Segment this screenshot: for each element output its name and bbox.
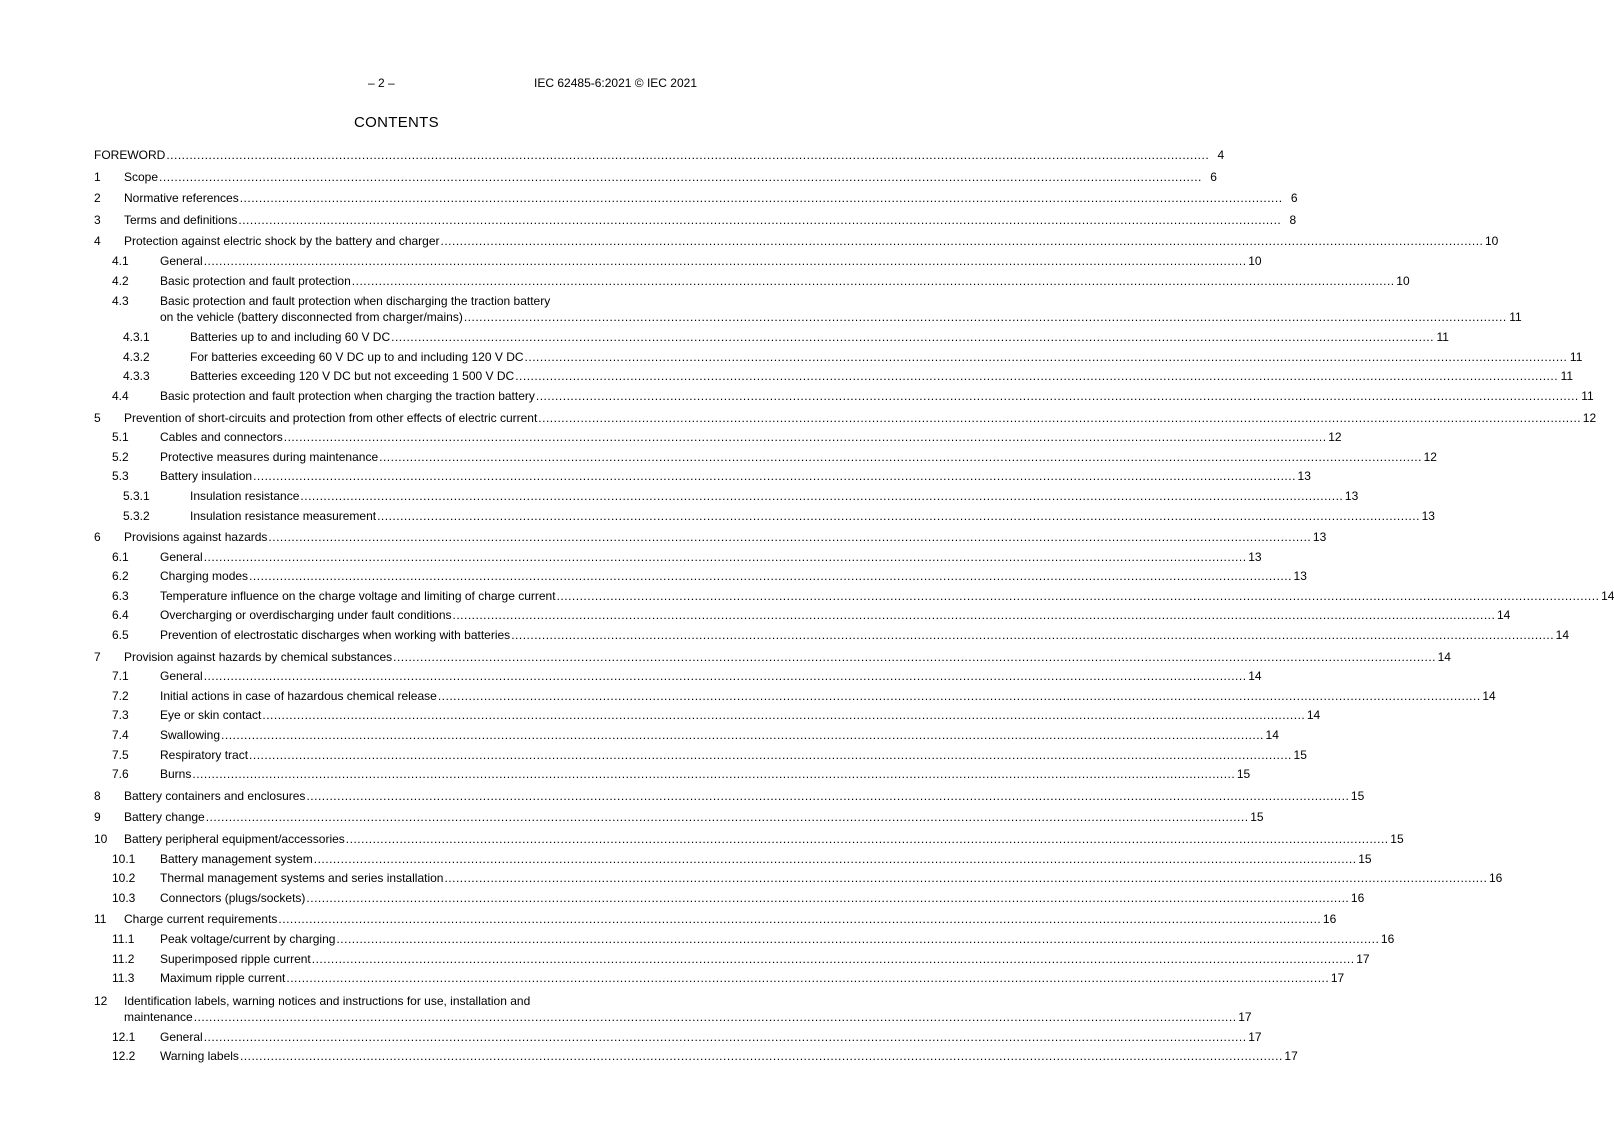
toc-entry-title: Battery change bbox=[124, 810, 205, 825]
toc-entry-title: General bbox=[160, 669, 203, 684]
toc-entry-page: 13 bbox=[1297, 469, 1311, 484]
toc-entry-number: 4.2 bbox=[112, 273, 129, 288]
toc-entry[interactable] bbox=[94, 889, 1365, 909]
toc-entry-number: 4.3.1 bbox=[123, 330, 150, 345]
toc-entry[interactable] bbox=[94, 1028, 1262, 1048]
dot-leader bbox=[262, 706, 1305, 726]
toc-entry[interactable] bbox=[94, 428, 1342, 448]
toc-entry-page: 10 bbox=[1248, 253, 1262, 268]
toc-entry-title: Swallowing bbox=[160, 728, 221, 743]
toc-entry[interactable] bbox=[94, 850, 1372, 870]
toc-entry-number: 2 bbox=[94, 191, 101, 206]
toc-entry-number: 4.3 bbox=[112, 294, 129, 309]
toc-entry-title: Charge current requirements bbox=[124, 912, 278, 927]
toc-entry-page: 17 bbox=[1356, 951, 1370, 966]
dot-leader bbox=[192, 765, 1235, 785]
dot-leader bbox=[194, 1009, 1237, 1025]
toc-entry-page: 13 bbox=[1421, 508, 1435, 523]
toc-entry-page: 15 bbox=[1350, 788, 1365, 803]
toc-entry-page: 10 bbox=[1396, 273, 1410, 288]
toc-entry-page: 13 bbox=[1344, 488, 1359, 503]
toc-entry-number: 11.1 bbox=[112, 931, 135, 946]
toc-entry-title: Eye or skin contact bbox=[160, 708, 262, 723]
toc-entry-number: 4.1 bbox=[112, 253, 129, 268]
toc-entry[interactable] bbox=[94, 969, 1345, 989]
toc-entry[interactable] bbox=[94, 808, 1264, 828]
toc-entry-page: 11 bbox=[1569, 349, 1583, 364]
toc-entry-title: Maximum ripple current bbox=[160, 971, 286, 986]
toc-entry[interactable] bbox=[94, 667, 1262, 687]
toc-entry-title: FOREWORD bbox=[94, 148, 166, 162]
toc-entry[interactable] bbox=[94, 507, 1435, 527]
toc-entry[interactable] bbox=[94, 567, 1307, 587]
dot-leader bbox=[204, 548, 1247, 568]
toc-entry-page: 11 bbox=[1560, 369, 1574, 384]
toc-entry-number: 7.1 bbox=[112, 669, 129, 684]
page-header-number: – 2 – bbox=[368, 76, 395, 90]
toc-entry-number: 7.5 bbox=[112, 747, 129, 762]
dot-leader bbox=[538, 409, 1581, 429]
toc-entry[interactable] bbox=[94, 787, 1365, 807]
toc-entry-title: Provision against hazards by chemical substances bbox=[124, 649, 393, 664]
toc-entry-title: Battery insulation bbox=[160, 469, 253, 484]
toc-entry-page: 17 bbox=[1238, 1009, 1252, 1024]
toc-entry-page: 13 bbox=[1248, 549, 1262, 564]
toc-entry-number: 6.3 bbox=[112, 588, 129, 603]
toc-entry-page: 14 bbox=[1306, 708, 1321, 723]
toc-entry-number: 5.3 bbox=[112, 469, 129, 484]
toc-entry-title: Prevention of short-circuits and protection from other effects of electric current bbox=[124, 410, 538, 425]
toc-entry[interactable] bbox=[94, 348, 1583, 368]
toc-entry-number: 10.1 bbox=[112, 851, 136, 866]
toc-entry[interactable] bbox=[94, 869, 1503, 889]
toc-entry[interactable] bbox=[94, 146, 1225, 166]
toc-entry-title: Batteries up to and including 60 V DC bbox=[190, 330, 391, 345]
toc-entry-page: 15 bbox=[1293, 747, 1307, 762]
toc-entry-page: 16 bbox=[1380, 931, 1395, 946]
toc-entry-number: 11.3 bbox=[112, 971, 135, 986]
toc-entry-number: 12.1 bbox=[112, 1029, 136, 1044]
dot-leader bbox=[204, 1028, 1247, 1048]
toc-entry-page: 6 bbox=[1210, 169, 1217, 184]
dot-leader bbox=[336, 930, 1379, 950]
toc-entry-page: 14 bbox=[1437, 649, 1451, 664]
toc-entry-number: 3 bbox=[94, 212, 101, 227]
dot-leader bbox=[204, 667, 1247, 687]
toc-entry-title: Identification labels, warning notices and instructions for use, installation and bbox=[124, 993, 531, 1008]
dot-leader bbox=[238, 211, 1281, 231]
toc-entry-page: 16 bbox=[1488, 871, 1503, 886]
toc-entry-title: General bbox=[160, 549, 203, 564]
toc-entry-page: 12 bbox=[1582, 410, 1597, 425]
toc-entry-title: Battery containers and enclosures bbox=[124, 788, 306, 803]
dot-leader bbox=[379, 448, 1422, 468]
dot-leader bbox=[249, 567, 1292, 587]
toc-entry-page: 11 bbox=[1436, 330, 1449, 345]
dot-leader bbox=[352, 272, 1395, 292]
toc-entry[interactable] bbox=[94, 528, 1327, 548]
toc-entry-number: 5 bbox=[94, 410, 101, 425]
toc-entry[interactable] bbox=[94, 409, 1597, 429]
toc-entry-number: 8 bbox=[94, 788, 101, 803]
toc-entry-page: 17 bbox=[1330, 971, 1345, 986]
dot-leader bbox=[249, 746, 1292, 766]
dot-leader bbox=[221, 726, 1264, 746]
toc-entry[interactable] bbox=[94, 189, 1298, 209]
dot-leader bbox=[159, 168, 1202, 188]
toc-entry-page: 11 bbox=[1581, 388, 1594, 403]
toc-entry-number: 6.5 bbox=[112, 628, 129, 643]
toc-entry-page: 11 bbox=[1509, 310, 1522, 325]
toc-entry-number: 5.3.1 bbox=[123, 488, 150, 503]
dot-leader bbox=[268, 528, 1311, 548]
dot-leader bbox=[515, 367, 1558, 387]
toc-entry[interactable] bbox=[94, 726, 1279, 746]
toc-entry-title: Provisions against hazards bbox=[124, 530, 268, 545]
toc-entry[interactable] bbox=[94, 910, 1337, 930]
dot-leader bbox=[464, 309, 1507, 325]
toc-entry[interactable] bbox=[94, 1047, 1298, 1067]
toc-entry-page: 14 bbox=[1265, 728, 1279, 743]
toc-entry-page: 14 bbox=[1555, 628, 1570, 643]
toc-entry-number: 9 bbox=[94, 810, 101, 825]
toc-entry-number: 11.2 bbox=[112, 951, 135, 966]
toc-entry-title: Terms and definitions bbox=[124, 212, 238, 227]
toc-entry-title: Charging modes bbox=[160, 569, 249, 584]
toc-entry-number: 12 bbox=[94, 993, 108, 1008]
dot-leader bbox=[240, 189, 1283, 209]
toc-entry-title: Basic protection and fault protection bbox=[160, 273, 351, 288]
dot-leader bbox=[284, 428, 1327, 448]
toc-entry-number: 6.4 bbox=[112, 608, 129, 623]
toc-entry-page: 12 bbox=[1328, 430, 1342, 445]
toc-entry-page: 14 bbox=[1482, 688, 1496, 703]
toc-entry-page: 14 bbox=[1496, 608, 1511, 623]
toc-entry-number: 4.3.3 bbox=[123, 369, 150, 384]
toc-entry-title: Burns bbox=[160, 767, 192, 782]
dot-leader bbox=[511, 626, 1554, 646]
toc-entry-page: 14 bbox=[1248, 669, 1262, 684]
toc-entry-number: 12.2 bbox=[112, 1049, 136, 1064]
toc-entry-number: 6.2 bbox=[112, 569, 129, 584]
toc-entry-number: 10.3 bbox=[112, 890, 136, 905]
toc-entry-title: Scope bbox=[124, 169, 159, 184]
toc-entry[interactable] bbox=[94, 367, 1574, 387]
toc-entry[interactable] bbox=[94, 950, 1370, 970]
toc-entry-page: 12 bbox=[1423, 449, 1437, 464]
toc-entry-title: Insulation resistance measurement bbox=[190, 508, 377, 523]
dot-leader bbox=[206, 808, 1249, 828]
dot-leader bbox=[278, 910, 1321, 930]
dot-leader bbox=[312, 950, 1355, 970]
toc-entry-title: Battery management system bbox=[160, 851, 313, 866]
toc-entry-title: Warning labels bbox=[160, 1049, 239, 1064]
toc-entry-title: Protective measures during maintenance bbox=[160, 449, 379, 464]
toc-entry-page: 15 bbox=[1250, 810, 1264, 825]
toc-entry[interactable] bbox=[94, 328, 1449, 348]
toc-entry-title: Overcharging or overdischarging under fault conditions bbox=[160, 608, 452, 623]
toc-entry[interactable] bbox=[94, 211, 1297, 231]
toc-entry-page: 6 bbox=[1290, 191, 1298, 206]
toc-entry[interactable] bbox=[94, 448, 1437, 468]
toc-entry[interactable] bbox=[94, 272, 1410, 292]
toc-entry-title: Battery peripheral equipment/accessories bbox=[124, 832, 345, 846]
toc-entry[interactable] bbox=[94, 706, 1321, 726]
dot-leader bbox=[204, 252, 1247, 272]
toc-entry-title: Peak voltage/current by charging bbox=[160, 931, 336, 946]
table-of-contents bbox=[94, 146, 1614, 1067]
toc-entry-title: Basic protection and fault protection when charging the traction battery bbox=[160, 388, 535, 403]
toc-entry-number: 10.2 bbox=[112, 871, 136, 886]
toc-entry-page: 13 bbox=[1293, 569, 1307, 584]
toc-entry-page: 15 bbox=[1236, 767, 1251, 782]
toc-entry[interactable] bbox=[94, 387, 1594, 407]
toc-entry[interactable] bbox=[94, 487, 1359, 507]
toc-entry-page: 16 bbox=[1322, 912, 1337, 927]
toc-entry-number: 7.4 bbox=[112, 728, 129, 743]
toc-entry-title: Cables and connectors bbox=[160, 430, 283, 445]
dot-leader bbox=[536, 387, 1579, 407]
toc-entry-page: 4 bbox=[1217, 148, 1225, 162]
toc-entry-page: 15 bbox=[1358, 851, 1372, 866]
toc-entry-title: Thermal management systems and series installation bbox=[160, 871, 444, 886]
toc-entry[interactable] bbox=[94, 291, 1522, 328]
toc-entry-title: General bbox=[160, 1029, 203, 1044]
toc-entry-number: 4.3.2 bbox=[123, 349, 150, 364]
toc-entry-page: 8 bbox=[1289, 212, 1297, 227]
toc-entry[interactable] bbox=[94, 991, 1252, 1028]
toc-entry-title: Insulation resistance bbox=[190, 488, 300, 503]
toc-entry-title: Prevention of electrostatic discharges when working with batteries bbox=[160, 628, 511, 643]
toc-entry-title: Superimposed ripple current bbox=[160, 951, 311, 966]
toc-entry-number: 5.2 bbox=[112, 449, 129, 464]
dot-leader bbox=[438, 687, 1481, 707]
toc-entry-title: Basic protection and fault protection when discharging the traction battery bbox=[160, 294, 551, 309]
dot-leader bbox=[286, 969, 1329, 989]
dot-leader bbox=[393, 648, 1436, 668]
toc-entry-number: 7 bbox=[94, 649, 101, 664]
toc-entry-page: 10 bbox=[1485, 234, 1499, 249]
toc-entry[interactable] bbox=[94, 467, 1311, 487]
toc-entry[interactable] bbox=[94, 606, 1511, 626]
toc-entry-page: 14 bbox=[1601, 588, 1614, 603]
dot-leader bbox=[557, 587, 1600, 607]
dot-leader bbox=[253, 467, 1296, 487]
toc-entry-number: 1 bbox=[94, 169, 101, 184]
toc-entry-title: Initial actions in case of hazardous chemical release bbox=[160, 688, 437, 703]
page-title: CONTENTS bbox=[354, 114, 439, 131]
toc-entry-number: 5.1 bbox=[112, 430, 129, 445]
toc-entry-title: General bbox=[160, 253, 203, 268]
toc-entry[interactable] bbox=[94, 548, 1262, 568]
toc-entry-title-continued: on the vehicle (battery disconnected from charger/mains) bbox=[160, 310, 463, 325]
toc-entry-title: For batteries exceeding 60 V DC up to and including 120 V DC bbox=[190, 349, 524, 364]
toc-entry[interactable] bbox=[94, 687, 1496, 707]
toc-entry[interactable] bbox=[94, 930, 1395, 950]
toc-entry[interactable] bbox=[94, 648, 1451, 668]
dot-leader bbox=[391, 328, 1434, 348]
toc-entry-title: Protection against electric shock by the battery and charger bbox=[124, 234, 440, 249]
toc-entry[interactable] bbox=[94, 830, 1404, 850]
dot-leader bbox=[306, 889, 1349, 909]
toc-entry-number: 6.1 bbox=[112, 549, 129, 564]
toc-entry-page: 17 bbox=[1248, 1029, 1262, 1044]
dot-leader bbox=[453, 606, 1496, 626]
toc-entry-page: 15 bbox=[1390, 832, 1404, 846]
toc-entry-number: 11 bbox=[94, 912, 107, 927]
toc-entry-number: 6 bbox=[94, 530, 101, 545]
toc-entry-title-continued: maintenance bbox=[124, 1009, 193, 1024]
toc-entry-page: 13 bbox=[1312, 530, 1327, 545]
dot-leader bbox=[346, 830, 1389, 850]
toc-entry-title: Batteries exceeding 120 V DC but not exceeding 1 500 V DC bbox=[190, 369, 515, 384]
dot-leader bbox=[240, 1047, 1283, 1067]
dot-leader bbox=[306, 787, 1349, 807]
toc-entry-number: 7.6 bbox=[112, 767, 129, 782]
toc-entry-title: Respiratory tract bbox=[160, 747, 249, 762]
toc-entry-title: Normative references bbox=[124, 191, 239, 206]
toc-entry-number: 7.3 bbox=[112, 708, 129, 723]
toc-entry-number: 4.4 bbox=[112, 388, 129, 403]
toc-entry-number: 4 bbox=[94, 234, 101, 249]
dot-leader bbox=[377, 507, 1420, 527]
toc-entry-number: 5.3.2 bbox=[123, 508, 150, 523]
toc-entry[interactable] bbox=[94, 587, 1614, 607]
toc-entry-title: Connectors (plugs/sockets) bbox=[160, 890, 306, 905]
toc-entry-page: 16 bbox=[1350, 890, 1365, 905]
toc-entry-page: 17 bbox=[1284, 1049, 1298, 1064]
toc-entry[interactable] bbox=[94, 746, 1307, 766]
dot-leader bbox=[314, 850, 1357, 870]
toc-entry[interactable] bbox=[94, 168, 1217, 188]
toc-entry[interactable] bbox=[94, 252, 1262, 272]
toc-entry-number: 10 bbox=[94, 832, 108, 846]
toc-entry-title: Temperature influence on the charge voltage and limiting of charge current bbox=[160, 588, 556, 603]
dot-leader bbox=[166, 146, 1209, 166]
dot-leader bbox=[300, 487, 1343, 507]
toc-entry[interactable] bbox=[94, 765, 1251, 785]
dot-leader bbox=[525, 348, 1568, 368]
toc-entry[interactable] bbox=[94, 626, 1570, 646]
toc-entry-number: 7.2 bbox=[112, 688, 129, 703]
page-header-standard: IEC 62485-6:2021 © IEC 2021 bbox=[534, 76, 697, 90]
toc-entry[interactable] bbox=[94, 232, 1499, 252]
dot-leader bbox=[444, 869, 1487, 889]
dot-leader bbox=[441, 232, 1484, 252]
